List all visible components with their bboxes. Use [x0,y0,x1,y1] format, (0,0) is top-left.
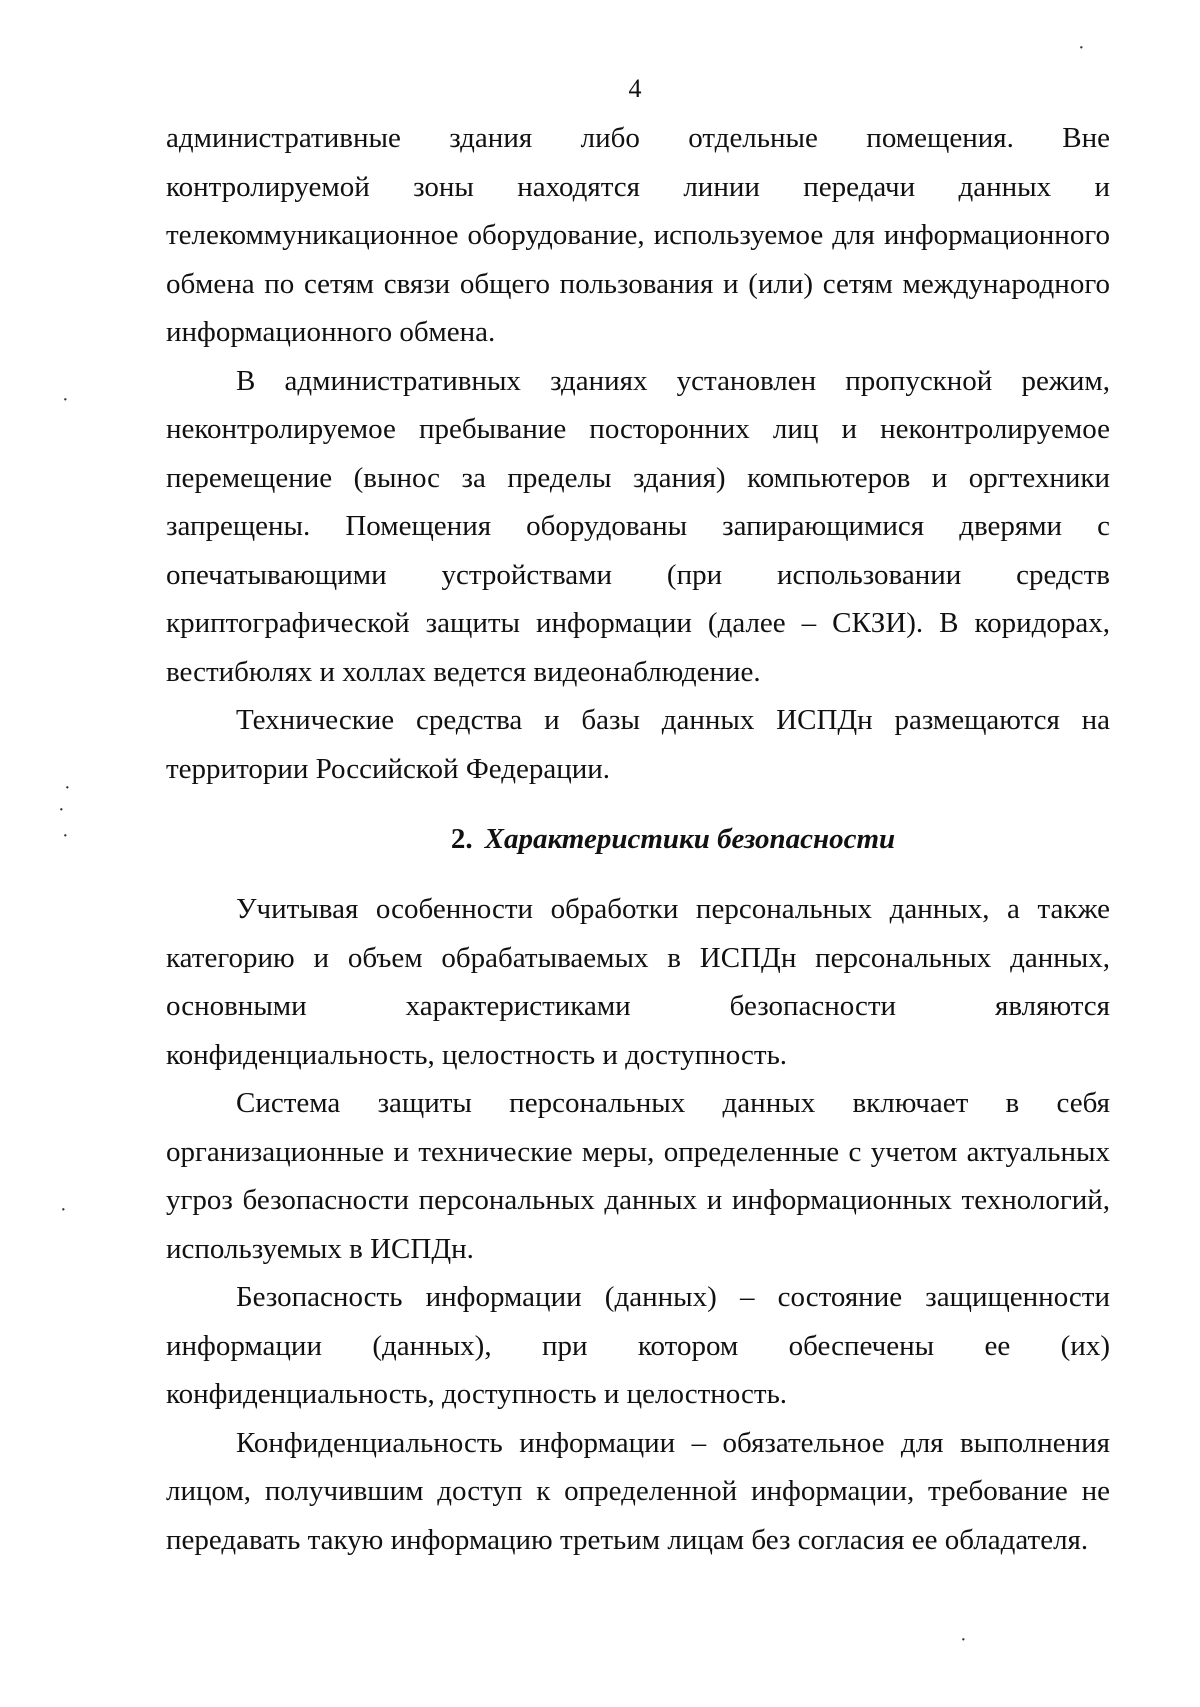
paragraph-information-security-definition: Безопасность информации (данных) – состояние защищенности информации (данных), при котором обеспечены ее (их) конфиденциальность, доступность и целостность. [166,1281,1110,1410]
section-heading [166,815,1110,863]
paragraph-continuation: административные здания либо отдельные помещения. Вне контролируемой зоны находятся линии передачи данных и телекоммуникационное оборудование, используемое для информационного обмена по сетям связи общего пользования и (или) сетям международного информационного обмена. [166,122,1110,348]
paragraph-access-control: В административных зданиях установлен пропускной режим, неконтролируемое пребывание посторонних лиц и неконтролируемое перемещение (вынос за пределы здания) компьютеров и оргтехники запрещены. Помещения оборудованы запирающимися дверями с опечатывающими устройствами (при использовании средств криптографической защиты информации (далее – СКЗИ). В коридорах, вестибюлях и холлах ведется видеонаблюдение. [166,364,1110,688]
paragraph-data-location: Технические средства и базы данных ИСПДн размещаются на территории Российской Федерации. [166,704,1110,785]
section-title: Характеристики безопасности [484,823,896,855]
paragraph-security-characteristics: Учитывая особенности обработки персональных данных, а также категорию и объем обрабатываемых в ИСПДн персональных данных, основными характеристиками безопасности являются конфиденциальность, целостность и доступность. [166,893,1110,1071]
scan-artifact-mark: · [60,1199,67,1221]
scan-artifact-mark: · [960,1629,967,1651]
section-number: 2. [450,823,473,855]
scan-artifact-mark: · [62,389,69,411]
page-body [166,114,1110,1564]
scan-artifact-mark: · [64,777,71,799]
paragraph-protection-system: Система защиты персональных данных включает в себя организационные и технические меры, определенные с учетом актуальных угроз безопасности персональных данных и информационных технологий, используемых в ИСПДн. [166,1087,1110,1265]
scan-artifact-mark: · [1078,37,1085,59]
page-number: 4 [628,74,642,103]
paragraph-confidentiality-definition: Конфиденциальность информации – обязательное для выполнения лицом, получившим доступ к определенной информации, требование не передавать такую информацию третьим лицам без согласия ее обладателя. [166,1426,1110,1556]
scan-artifact-mark: · [62,825,69,847]
scan-artifact-mark: · [58,799,65,821]
